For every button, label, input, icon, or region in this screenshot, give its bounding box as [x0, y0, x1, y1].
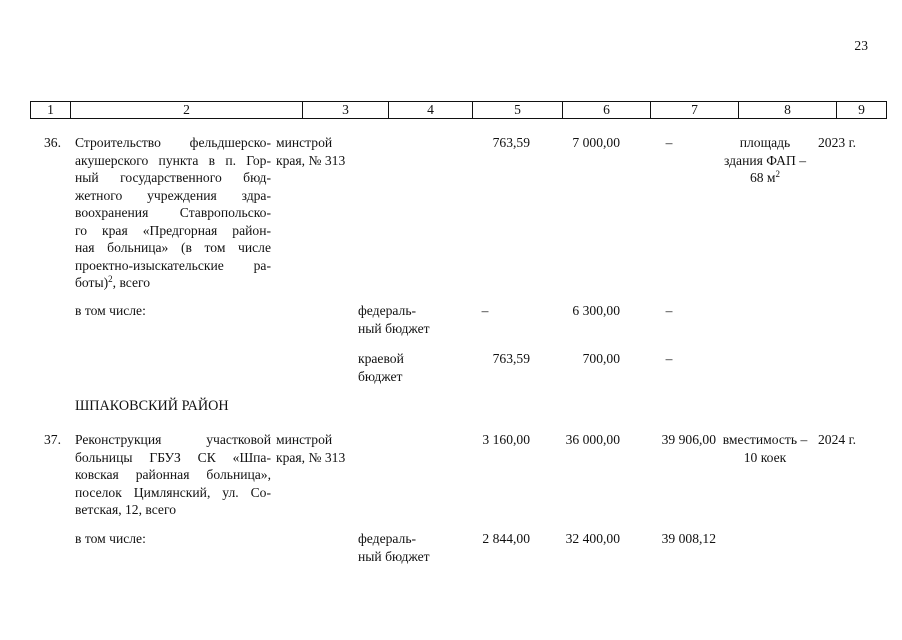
capacity-area: 68 м — [749, 170, 776, 185]
object-name — [75, 431, 271, 519]
name-line: поселок Цимлянский, ул. Со- — [75, 484, 271, 500]
name-line: жетного учреждения здра- — [75, 187, 271, 203]
row-number: 36. — [44, 135, 61, 150]
column-number: 3 — [303, 102, 389, 119]
budget-source — [358, 530, 430, 565]
row-number: 37. — [44, 432, 61, 447]
including-label: в том числе: — [75, 303, 146, 318]
name-line: проектно-изыскательские ра- — [75, 257, 271, 273]
name-line: воохранения Ставропольско- — [75, 205, 271, 220]
column-number: 9 — [837, 102, 887, 119]
value-col6: 6 300,00 — [572, 303, 620, 318]
section-title: ШПАКОВСКИЙ РАЙОН — [75, 398, 229, 414]
name-line: ный государственного бюд- — [75, 170, 271, 185]
value-col7: – — [665, 135, 673, 150]
value-col5: 763,59 — [492, 351, 530, 366]
customer-line: минстрой — [276, 135, 333, 150]
name-line: Строительство фельдшерско- — [75, 135, 271, 150]
name-line-tail: , всего — [112, 275, 151, 290]
capacity-line: 10 коек — [743, 449, 787, 465]
capacity-line — [715, 169, 815, 187]
value-col7: 39 906,00 — [661, 432, 716, 447]
value-col5: 2 844,00 — [482, 531, 530, 546]
object-name — [75, 134, 271, 292]
column-number: 8 — [739, 102, 837, 119]
name-line: го края «Предгорная район- — [75, 222, 271, 238]
column-number-header — [30, 101, 887, 119]
name-line — [75, 274, 271, 292]
footnote-marker: 2 — [108, 274, 113, 284]
budget-source — [358, 350, 404, 385]
value-col5: 763,59 — [492, 135, 530, 150]
source-line: федераль- — [358, 531, 417, 546]
page-number: 23 — [854, 38, 868, 53]
name-line: акушерского пункта в п. Гор- — [75, 152, 271, 168]
customer-line: края, № 313 — [276, 152, 346, 168]
source-line: ный бюджет — [358, 548, 430, 564]
name-line: ковская районная больница», — [75, 467, 271, 482]
capacity-line: здания ФАП – — [724, 152, 806, 168]
capacity — [715, 134, 815, 187]
name-line: Реконструкция участковой — [75, 432, 271, 447]
name-line: ная больница» (в том числе — [75, 240, 271, 255]
source-line: бюджет — [358, 368, 403, 384]
column-number: 1 — [31, 102, 71, 119]
including-label: в том числе: — [75, 531, 146, 546]
column-number: 7 — [651, 102, 739, 119]
name-line: ветская, 12, всего — [75, 502, 176, 517]
completion-year: 2023 г. — [818, 135, 857, 150]
value-col6: 36 000,00 — [565, 432, 620, 447]
column-number: 4 — [389, 102, 473, 119]
name-line: больницы ГБУЗ СК «Шпа- — [75, 449, 271, 465]
capacity — [715, 431, 815, 466]
column-number: 6 — [563, 102, 651, 119]
unit-exponent: 2 — [775, 169, 781, 179]
value-col5: – — [481, 303, 489, 318]
value-col5: 3 160,00 — [482, 432, 530, 447]
source-line: федераль- — [358, 303, 417, 318]
value-col6: 7 000,00 — [572, 135, 620, 150]
customer — [276, 431, 345, 466]
customer — [276, 134, 345, 169]
capacity-line: площадь — [739, 135, 791, 150]
source-line: ный бюджет — [358, 320, 430, 336]
name-line-text: боты) — [75, 275, 109, 290]
source-line: краевой — [358, 351, 404, 366]
value-col6: 32 400,00 — [565, 531, 620, 546]
value-col6: 700,00 — [582, 351, 620, 366]
capacity-line: вместимость – — [722, 432, 808, 447]
value-col7: – — [665, 303, 673, 318]
completion-year: 2024 г. — [818, 432, 857, 447]
customer-line: минстрой — [276, 432, 333, 447]
budget-source — [358, 302, 430, 337]
column-number: 2 — [71, 102, 303, 119]
customer-line: края, № 313 — [276, 449, 346, 465]
value-col7: 39 008,12 — [661, 531, 716, 546]
value-col7: – — [665, 351, 673, 366]
column-number: 5 — [473, 102, 563, 119]
